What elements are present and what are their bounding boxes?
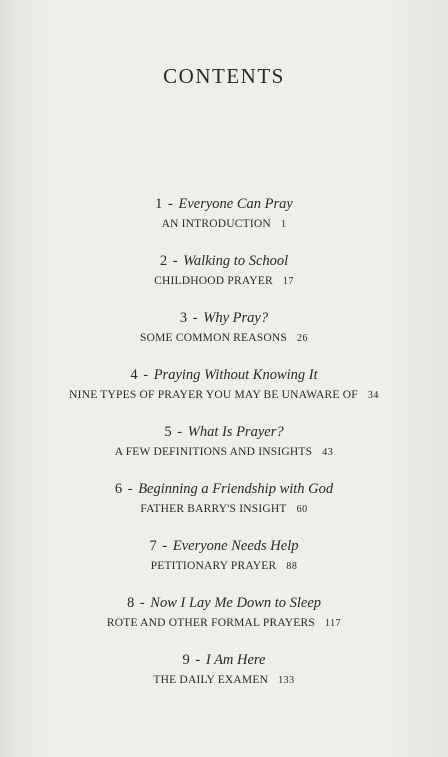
chapter-title-line xyxy=(0,537,448,555)
toc-entry-8 xyxy=(0,594,448,631)
toc-entry-6 xyxy=(0,480,448,517)
page-number: 117 xyxy=(325,618,342,629)
page-number: 60 xyxy=(296,504,308,515)
page-number: 34 xyxy=(367,390,379,401)
toc-entry-2 xyxy=(0,252,448,289)
chapter-number: 1 xyxy=(155,196,163,212)
page-number: 88 xyxy=(286,561,298,572)
chapter-subtitle: PETITIONARY PRAYER xyxy=(150,560,277,572)
separator: - xyxy=(189,310,202,326)
chapter-number: 7 xyxy=(149,538,157,554)
chapter-subtitle-line xyxy=(0,331,448,346)
chapter-number: 3 xyxy=(179,310,188,326)
chapter-title-line xyxy=(0,252,448,270)
chapter-subtitle-line xyxy=(0,673,448,688)
chapter-number: 8 xyxy=(126,595,135,611)
chapter-title: What Is Prayer? xyxy=(187,424,284,440)
chapter-title: Everyone Can Pray xyxy=(178,196,293,212)
toc-entry-1 xyxy=(0,195,448,232)
page-number: 26 xyxy=(296,333,308,344)
chapter-subtitle-line xyxy=(0,388,448,403)
chapter-subtitle: AN INTRODUCTION xyxy=(161,218,271,230)
chapter-subtitle-line xyxy=(0,559,448,574)
chapter-subtitle: ROTE AND OTHER FORMAL PRAYERS xyxy=(106,617,315,629)
separator: - xyxy=(124,481,137,497)
chapter-number: 2 xyxy=(159,253,168,269)
chapter-subtitle-line xyxy=(0,502,448,517)
chapter-subtitle-line xyxy=(0,445,448,460)
contents-heading: CONTENTS xyxy=(163,64,285,88)
separator: - xyxy=(173,424,186,440)
chapter-title-line xyxy=(0,480,448,498)
chapter-title: Now I Lay Me Down to Sleep xyxy=(150,595,322,611)
separator: - xyxy=(136,595,149,611)
chapter-title: Why Pray? xyxy=(203,310,269,326)
toc-entry-3 xyxy=(0,309,448,346)
separator: - xyxy=(164,196,177,212)
separator: - xyxy=(169,253,182,269)
chapter-number: 5 xyxy=(164,424,172,440)
separator: - xyxy=(191,652,204,668)
separator: - xyxy=(158,538,171,554)
chapter-subtitle: NINE TYPES OF PRAYER YOU MAY BE UNAWARE OF xyxy=(69,389,358,401)
chapter-subtitle: THE DAILY EXAMEN xyxy=(153,674,269,686)
chapter-title-line xyxy=(0,366,448,384)
separator: - xyxy=(139,367,152,383)
chapter-subtitle-line xyxy=(0,274,448,289)
toc-entry-5 xyxy=(0,423,448,460)
chapter-title: Beginning a Friendship with God xyxy=(138,481,334,497)
page-number: 1 xyxy=(280,219,287,230)
chapter-number: 9 xyxy=(182,652,190,668)
chapter-subtitle: FATHER BARRY'S INSIGHT xyxy=(140,503,287,515)
chapter-title-line xyxy=(0,309,448,327)
chapter-subtitle: A FEW DEFINITIONS AND INSIGHTS xyxy=(114,446,313,458)
chapter-subtitle: SOME COMMON REASONS xyxy=(140,332,287,344)
chapter-subtitle-line xyxy=(0,217,448,232)
toc-entry-9 xyxy=(0,651,448,688)
chapter-title-line xyxy=(0,423,448,441)
chapter-title: I Am Here xyxy=(205,652,266,668)
chapter-title: Walking to School xyxy=(183,253,289,269)
chapter-title: Everyone Needs Help xyxy=(172,538,299,554)
chapter-subtitle-line xyxy=(0,616,448,631)
chapter-title-line xyxy=(0,594,448,612)
page-number: 43 xyxy=(322,447,334,458)
chapter-number: 6 xyxy=(114,481,123,497)
chapter-title-line xyxy=(0,651,448,669)
page-number: 17 xyxy=(282,276,294,287)
toc-entry-4 xyxy=(0,366,448,403)
chapter-number: 4 xyxy=(130,367,138,383)
page-number: 133 xyxy=(278,675,295,686)
toc-entry-7 xyxy=(0,537,448,574)
chapter-title: Praying Without Knowing It xyxy=(153,367,318,383)
chapter-subtitle: CHILDHOOD PRAYER xyxy=(154,275,273,287)
chapter-title-line xyxy=(0,195,448,213)
